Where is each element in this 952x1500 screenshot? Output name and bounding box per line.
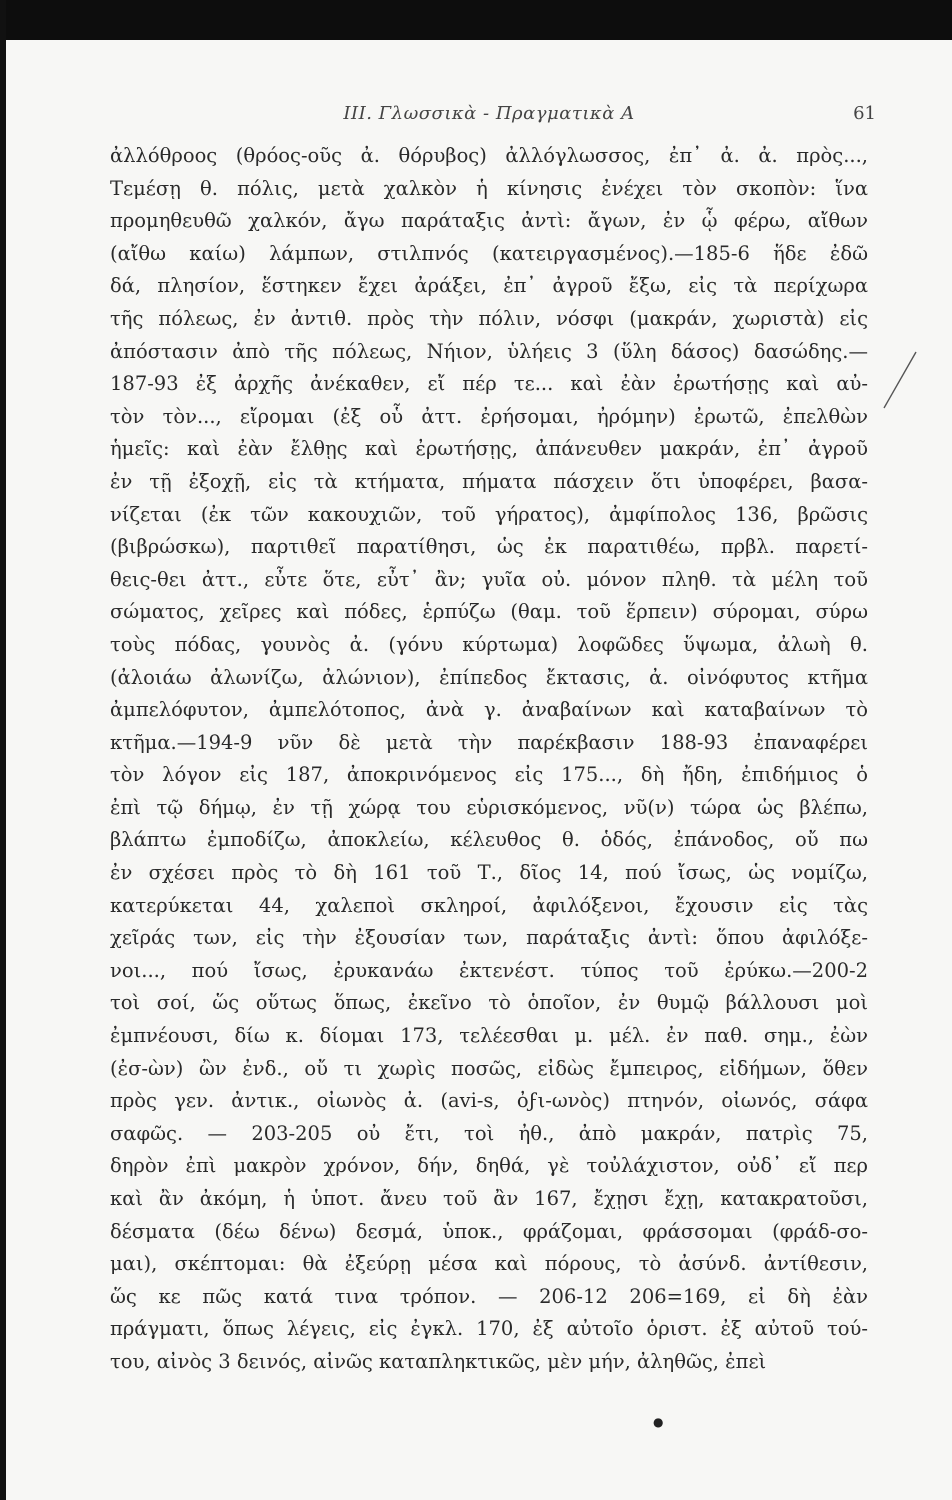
text-line: ἡμεῖς: καὶ ἐὰν ἔλθῃς καὶ ἐρωτήσῃς, ἀπάνευθεν μακράν, ἐπ᾽ ἀγροῦ: [110, 437, 868, 461]
text-line: μαι), σκέπτομαι: θὰ ἐξεύρῃ μέσα καὶ πόρους, τὸ ἀσύνδ. ἀντίθεσιν,: [110, 1252, 868, 1276]
text-line: τὸν τὸν..., εἴρομαι (ἐξ οὗ ἀττ. ἐρήσομαι, ἠρόμην) ἐρωτῶ, ἐπελθὼν: [110, 404, 868, 428]
text-line: χεῖράς των, εἰς τὴν ἐξουσίαν των, παράταξις ἀντὶ: ὅπου ἀφιλόξε-: [110, 926, 868, 950]
text-line: πρὸς γεν. ἀντικ., οἰωνὸς ἀ. (avi-s, ὀϝι-ωνὸς) πτηνόν, οἰωνός, σάφα: [110, 1089, 868, 1113]
text-line: τοὺς πόδας, γουνὸς ἀ. (γόνυ κύρτωμα) λοφῶδες ὕψωμα, ἀλωὴ θ.: [110, 632, 868, 656]
text-line: κτῆμα.—194-9 νῦν δὲ μετὰ τὴν παρέκβασιν 188-93 ἐπαναφέρει: [110, 730, 868, 754]
text-line: ἀλλόθροος (θρόος-οῦς ἀ. θόρυβος) ἀλλόγλωσσος, ἐπ᾽ ἀ. ἀ. πρὸς...,: [110, 144, 868, 167]
text-line: δά, πλησίον, ἕστηκεν ἔχει ἀράξει, ἐπ᾽ ἀγροῦ ἔξω, εἰς τὰ περίχωρα: [110, 274, 868, 298]
text-line: σαφῶς. — 203-205 οὐ ἔτι, τοὶ ἠθ., ἀπὸ μακράν, πατρὶς 75,: [110, 1121, 868, 1145]
pencil-stroke-mark: [880, 350, 920, 410]
text-line: νίζεται (ἐκ τῶν κακουχιῶν, τοῦ γήρατος), ἀμφίπολος 136, βρῶσις: [110, 502, 868, 526]
page-header: [110, 103, 876, 133]
page-number: 61: [853, 103, 876, 124]
text-line: ἐπὶ τῷ δήμῳ, ἐν τῇ χώρᾳ του εὑρισκόμενος, νῦ(ν) τώρα ὡς βλέπω,: [110, 795, 868, 819]
text-line: τῆς πόλεως, ἐν ἀντιθ. πρὸς τὴν πόλιν, νόσφι (μακράν, χωριστὰ) εἰς: [110, 306, 868, 330]
text-line: (αἴθω καίω) λάμπων, στιλπνός (κατειργασμένος).—185-6 ἥδε ἐδῶ: [110, 241, 868, 265]
text-line: θεις-θει ἀττ., εὖτε ὅτε, εὖτ᾽ ἂν; γυῖα οὐ. μόνον πληθ. τὰ μέλη τοῦ: [110, 567, 868, 591]
text-line: (ἐσ-ὼν) ὢν ἐνδ., οὔ τι χωρὶς ποσῶς, εἰδὼς ἔμπειρος, εἰδήμων, ὅθεν: [110, 1056, 868, 1080]
text-line: κατερύκεται 44, χαλεποὶ σκληροί, ἀφιλόξενοι, ἔχουσιν εἰς τὰς: [110, 893, 868, 917]
text-line: (ἀλοιάω ἀλωνίζω, ἀλώνιον), ἐπίπεδος ἔκτασις, ἀ. οἰνόφυτος κτῆμα: [110, 665, 868, 689]
commentary-text: [110, 140, 868, 1379]
text-line: (βιβρώσκω), παρτιθεῖ παρατίθησι, ὡς ἐκ παρατιθέω, πρβλ. παρετί-: [110, 535, 868, 559]
text-line: προμηθευθῶ χαλκόν, ἄγω παράταξις ἀντὶ: ἄγων, ἐν ᾧ φέρω, αἴθων: [110, 209, 868, 233]
running-title: III. Γλωσσικὰ - Πραγματικὰ Α: [343, 103, 635, 124]
text-line: καὶ ἂν ἀκόμη, ἡ ὑποτ. ἄνευ τοῦ ἂν 167, ἔχῃσι ἔχῃ, κατακρατοῦσι,: [110, 1187, 868, 1210]
text-line: τοὶ σοί, ὥς οὕτως ὅπως, ἐκεῖνο τὸ ὁποῖον, ἐν θυμῷ βάλλουσι μοὶ: [110, 991, 868, 1015]
text-line: 187-93 ἐξ ἀρχῆς ἀνέκαθεν, εἴ πέρ τε... καὶ ἐὰν ἐρωτήσῃς καὶ αὐ-: [110, 372, 868, 396]
text-line: σώματος, χεῖρες καὶ πόδες, ἑρπύζω (θαμ. τοῦ ἕρπειν) σύρομαι, σύρω: [110, 600, 868, 624]
text-line: πράγματι, ὅπως λέγεις, εἰς ἐγκλ. 170, ἐξ αὐτοῖο ὁριστ. ἐξ αὐτοῦ τού-: [110, 1317, 868, 1341]
text-line: νοι..., πού ἴσως, ἐρυκανάω ἐκτενέστ. τύπος τοῦ ἐρύκω.—200-2: [110, 958, 868, 982]
text-line: δέσματα (δέω δένω) δεσμά, ὑποκ., φράζομαι, φράσσομαι (φράδ-σο-: [110, 1219, 868, 1243]
text-line: ἐν σχέσει πρὸς τὸ δὴ 161 τοῦ Τ., δῖος 14, πού ἴσως, ὡς νομίζω,: [110, 861, 868, 885]
text-line: ἀμπελόφυτον, ἀμπελότοπος, ἀνὰ γ. ἀναβαίνων καὶ καταβαίνων τὸ: [110, 698, 868, 722]
scan-top-edge: [0, 0, 952, 40]
page-dot: ●: [653, 1415, 664, 1429]
text-line: ἀπόστασιν ἀπὸ τῆς πόλεως, Νήιον, ὑλήεις 3 (ὕλη δάσος) δασώδης.—: [110, 339, 868, 363]
text-line: δηρὸν ἐπὶ μακρὸν χρόνον, δήν, δηθά, γὲ τοὐλάχιστον, οὐδ᾽ εἴ περ: [110, 1154, 868, 1178]
text-line: ὥς κε πῶς κατά τινα τρόπον. — 206-12 206=169, εἰ δὴ ἐὰν: [110, 1284, 868, 1308]
text-line: βλάπτω ἐμποδίζω, ἀποκλείω, κέλευθος θ. ὁδός, ἐπάνοδος, οὔ πω: [110, 828, 868, 852]
text-line: τὸν λόγον εἰς 187, ἀποκρινόμενος εἰς 175..., δὴ ἤδη, ἐπιδήμιος ὁ: [110, 763, 868, 787]
text-line: ἐμπνέουσι, δίω κ. δίομαι 173, τελέεσθαι μ. μέλ. ἐν παθ. σημ., ἐὼν: [110, 1024, 868, 1048]
text-line: ἐν τῇ ἐξοχῇ, εἰς τὰ κτήματα, πήματα πάσχειν ὅτι ὑποφέρει, βασα-: [110, 469, 868, 493]
text-line: Τεμέσῃ θ. πόλις, μετὰ χαλκὸν ἡ κίνησις ἐνέχει τὸν σκοπὸν: ἵνα: [110, 176, 868, 200]
text-line: του, αἰνὸς 3 δεινός, αἰνῶς καταπληκτικῶς, μὲν μήν, ἀληθῶς, ἐπεὶ: [110, 1349, 767, 1373]
scan-left-edge: [0, 0, 6, 1500]
